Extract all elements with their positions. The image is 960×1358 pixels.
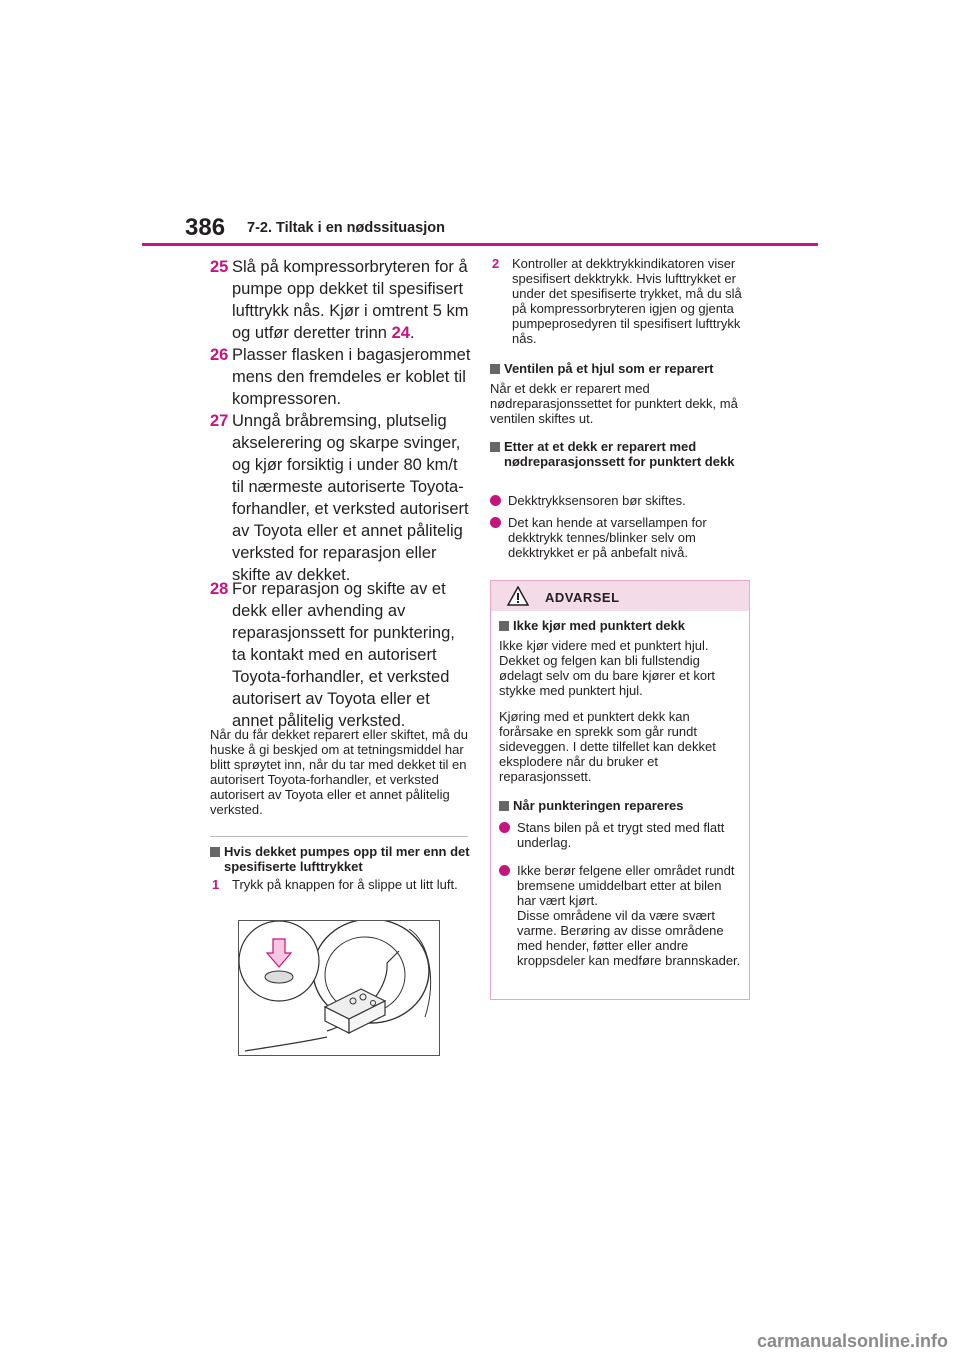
- warning-header: [491, 581, 749, 611]
- watermark: carmanualsonline.info: [756, 1331, 948, 1351]
- step-number: 27: [210, 412, 229, 430]
- step-number: 2: [492, 256, 500, 271]
- step-text: Plasser flasken i bagasjerommet mens den fremdeles er koblet til kompressoren.: [232, 346, 471, 408]
- square-bullet-icon: [490, 364, 500, 374]
- step-text: Slå på kompressorbryteren for å pumpe opp dekket til spesifisert lufttrykk nås. Kjør i omtrent 5 km og utfør deretter trinn 24.: [232, 258, 469, 342]
- repair-note: Når du får dekket reparert eller skiftet, må du huske å gi beskjed om at tetningsmiddel har blitt sprøytet inn, når du tar med dekket til en autorisert Toyota-forhandler, et verksted autorisert av Toyota eller et annet pålitelig verksted.: [210, 727, 468, 817]
- section-heading-valve: Ventilen på et hjul som er reparert: [490, 361, 764, 376]
- section-title: 7-2. Tiltak i en nødssituasjon: [247, 220, 445, 236]
- square-bullet-icon: [490, 442, 500, 452]
- warning-bullet-stop: Stans bilen på et trygt sted med flatt underlag.: [499, 820, 743, 850]
- warning-heading-repair: Når punkteringen repareres: [499, 798, 753, 813]
- round-bullet-icon: [490, 495, 501, 506]
- header-divider: [142, 243, 818, 246]
- valve-text: Når et dekk er reparert med nødreparasjonssettet for punktert dekk, må ventilen skiftes ut.: [490, 381, 738, 426]
- page-number: 386: [185, 214, 226, 241]
- warning-bullet-brakes: Ikke berør felgene eller området rundt bremsene umiddelbart etter at bilen har vært kjørt. Disse områdene vil da være svært varme. Berøring av disse områdene med hender, føtter eller andre kroppsdeler kan medføre brannskader.: [499, 863, 743, 968]
- warning-paragraph-2: Kjøring med et punktert dekk kan forårsake en sprekk som går rundt sideveggen. I dette tilfellet kan dekket eksplodere når du bruker et reparasjonssett.: [499, 709, 716, 784]
- step-reference: 24: [391, 324, 410, 342]
- section-divider: [210, 836, 468, 837]
- bullet-sensor: Dekktrykksensoren bør skiftes.: [490, 493, 748, 508]
- square-bullet-icon: [210, 847, 220, 857]
- warning-heading-flat-tire: Ikke kjør med punktert dekk: [499, 618, 753, 633]
- step-number: 26: [210, 346, 229, 364]
- sub-step-2: [490, 256, 752, 346]
- step-number: 25: [210, 258, 229, 276]
- sub-step-1: [210, 877, 482, 892]
- step-number: 28: [210, 580, 229, 598]
- step-text: For reparasjon og skifte av et dekk eller avhending av reparasjonssett for punktering, ta kontakt med en autorisert Toyota-forhandler, et verksted autorisert av Toyota eller et annet pålitelig verksted.: [232, 580, 455, 730]
- warning-title: ADVARSEL: [545, 590, 620, 605]
- square-bullet-icon: [499, 621, 509, 631]
- warning-paragraph-1: Ikke kjør videre med et punktert hjul. Dekket og felgen kan bli fullstendig ødelagt selv om du bare kjører et kort stykke med punktert hjul.: [499, 638, 716, 698]
- round-bullet-icon: [490, 517, 501, 528]
- step-text: Unngå bråbremsing, plutselig akselerering og skarpe svinger, og kjør forsiktig i under 80 km/t til nærmeste autoriserte Toyota-forhandler, et verksted autorisert av Toyota eller et annet pålitelig verksted for reparasjon eller skifte av dekket.: [232, 412, 469, 584]
- step-number: 1: [212, 877, 220, 892]
- step-25: [210, 256, 472, 344]
- step-text: Trykk på knappen for å slippe ut litt luft.: [232, 877, 458, 892]
- warning-box: [490, 580, 750, 1000]
- compressor-illustration-svg: [239, 921, 439, 1055]
- warning-triangle-icon: [507, 586, 529, 606]
- round-bullet-icon: [499, 822, 510, 833]
- step-text: Kontroller at dekktrykkindikatoren viser spesifisert dekktrykk. Hvis lufttrykket er under det spesifiserte trykket, må du slå på kompressorbryteren igjen og gjenta pumpeprosedyren til spesifisert lufttrykk nås.: [512, 256, 742, 346]
- square-bullet-icon: [499, 801, 509, 811]
- compressor-illustration: [238, 920, 440, 1056]
- step-26: [210, 344, 472, 410]
- section-heading-overpressure: Hvis dekket pumpes opp til mer enn det spesifiserte lufttrykket: [210, 844, 482, 874]
- step-28: [210, 578, 472, 732]
- round-bullet-icon: [499, 865, 510, 876]
- bullet-warning-lamp: Det kan hende at varsellampen for dekktrykk tennes/blinker selv om dekktrykket er på anbefalt nivå.: [490, 515, 753, 560]
- step-27: [210, 410, 472, 586]
- section-heading-after-repair: Etter at et dekk er reparert med nødreparasjonssett for punktert dekk: [490, 439, 744, 469]
